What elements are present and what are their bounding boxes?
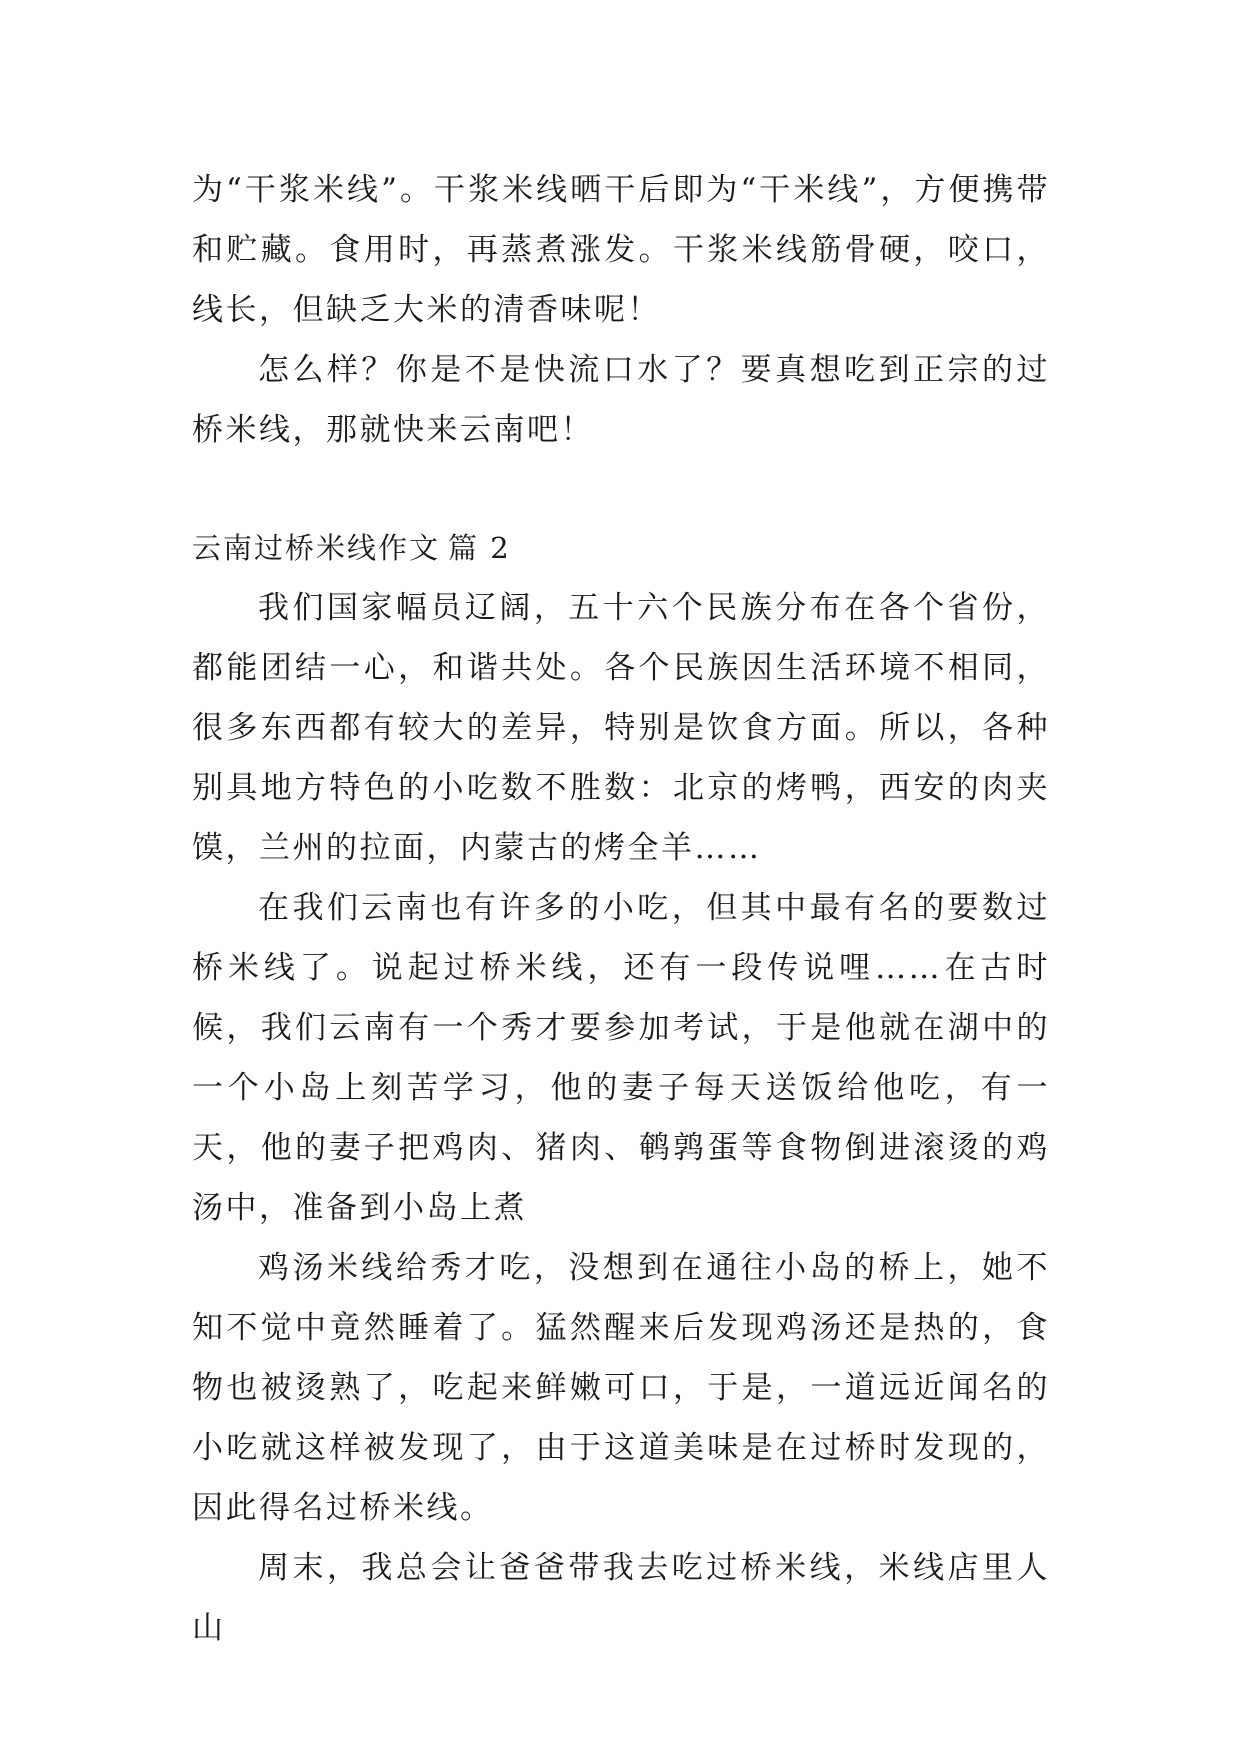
heading-title: 云南过桥米线作文: [192, 531, 441, 565]
document-body: [192, 160, 1050, 1658]
paragraph: 周末，我总会让爸爸带我去吃过桥米线，米线店里人山: [192, 1550, 1050, 1646]
paragraph-continued: 为“干浆米线”。干浆米线晒干后即为“干米线”，方便携带和贮藏。食用时，再蒸煮涨发。干浆米线筋骨硬，咬口，线长，但缺乏大米的清香味呢！: [192, 172, 1050, 328]
paragraph: 鸡汤米线给秀才吃，没想到在通往小岛的桥上，她不知不觉中竟然睡着了。猛然醒来后发现鸡汤还是热的，食物也被烫熟了，吃起来鲜嫩可口，于是，一道远近闻名的小吃就这样被发现了，由于这道美味是在过桥时发现的，因此得名过桥米线。: [192, 1250, 1050, 1526]
paragraph: 怎么样？你是不是快流口水了？要真想吃到正宗的过桥米线，那就快来云南吧！: [192, 352, 1050, 448]
paragraph: 我们国家幅员辽阔，五十六个民族分布在各个省份，都能团结一心，和谐共处。各个民族因生活环境不相同，很多东西都有较大的差异，特别是饮食方面。所以，各种别具地方特色的小吃数不胜数：北京的烤鸭，西安的肉夹馍，兰州的拉面，内蒙古的烤全羊……: [192, 590, 1050, 866]
paragraph: 在我们云南也有许多的小吃，但其中最有名的要数过桥米线了。说起过桥米线，还有一段传说哩……在古时候，我们云南有一个秀才要参加考试，于是他就在湖中的一个小岛上刻苦学习，他的妻子每天送饭给他吃，有一天，他的妻子把鸡肉、猪肉、鹌鹑蛋等食物倒进滚烫的鸡汤中，准备到小岛上煮: [192, 890, 1050, 1226]
heading-number: 篇 2: [448, 531, 511, 565]
section-spacer: [192, 460, 1050, 518]
section-heading: [192, 518, 1050, 578]
